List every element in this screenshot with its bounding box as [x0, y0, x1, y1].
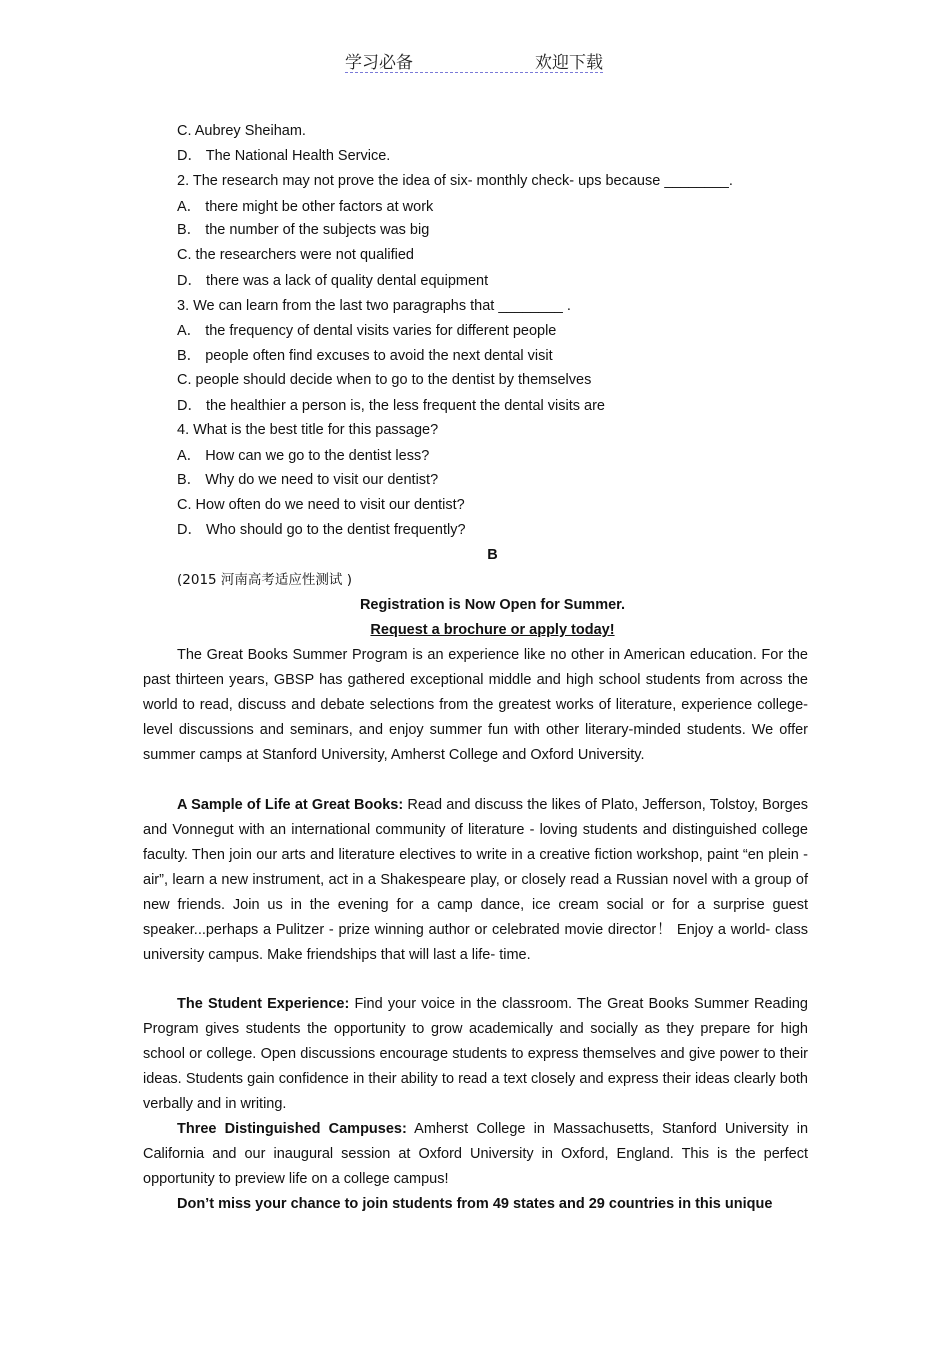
- question-line: B． people often find excuses to avoid the next dental visit: [177, 348, 553, 364]
- student-lead: The Student Experience:: [177, 996, 350, 1012]
- closing-text: Don’t miss your chance to join students from 49 states and 29 countries in this unique: [177, 1196, 773, 1212]
- section-source: (2015 河南高考适应性测试 ): [177, 572, 352, 588]
- question-line: D． the healthier a person is, the less frequent the dental visits are: [177, 398, 605, 414]
- intro-text: The Great Books Summer Program is an experience like no other in American education. For the past thirteen years, GBSP has gathered exceptional middle and high school students from across the world to read, discuss and debate selections from the greatest works of literature, experience college- level discussions and seminars, and enjoy summer fun with other literary-minded students. We offer summer camps at Stanford University, Amherst College and Oxford University.: [143, 647, 808, 763]
- sample-lead: A Sample of Life at Great Books:: [177, 797, 404, 813]
- question-line: D． The National Health Service.: [177, 148, 391, 164]
- section-letter: B: [487, 547, 498, 563]
- campus-paragraph: [143, 1117, 808, 1192]
- ad-title: Registration is Now Open for Summer.: [359, 597, 626, 613]
- student-text: Find your voice in the classroom. The Great Books Summer Reading Program gives students the opportunity to grow academically and socially as they prepare for high school or college. Open discussions encourage students to express themselves and give power to their ideas. Students gain confidence in their ability to read a text closely and express their ideas clearly both verbally and in writing.: [143, 996, 808, 1112]
- question-line: B． the number of the subjects was big: [177, 222, 430, 238]
- question-line: B． Why do we need to visit our dentist?: [177, 472, 439, 488]
- question-line: C. people should decide when to go to the dentist by themselves: [177, 372, 592, 388]
- question-line: D． Who should go to the dentist frequently?: [177, 522, 466, 538]
- ad-subtitle: Request a brochure or apply today!: [370, 622, 615, 638]
- campus-lead: Three Distinguished Campuses:: [177, 1121, 407, 1137]
- question-line: A． there might be other factors at work: [177, 199, 434, 215]
- closing-paragraph: [143, 1192, 808, 1217]
- sample-text: Read and discuss the likes of Plato, Jefferson, Tolstoy, Borges and Vonnegut with an international community of literature - loving students and distinguished college faculty. Then join our arts and literature electives to write in a creative fiction workshop, paint “en plein - air”, learn a new instrument, act in a Shakespeare play, or closely read a Russian novel with a group of new friends. Join us in the evening for a camp dance, ice cream social or for a surprise guest speaker...perhaps a Pulitzer - prize winning author or celebrated movie director！ Enjoy a world- class university campus. Make friendships that will last a life- time.: [143, 797, 809, 963]
- question-line: C. How often do we need to visit our dentist?: [177, 497, 465, 513]
- question-line: C. Aubrey Sheiham.: [177, 123, 306, 139]
- question-line: 2. The research may not prove the idea of six- monthly check- ups because ________.: [177, 173, 733, 189]
- question-line: A． the frequency of dental visits varies for different people: [177, 323, 557, 339]
- question-line: C. the researchers were not qualified: [177, 247, 414, 263]
- campus-text: Amherst College in Massachusetts, Stanford University in California and our inaugural session at Oxford University in Oxford, England. This is the perfect opportunity to preview life on a college campus!: [143, 1121, 809, 1187]
- question-line: A． How can we go to the dentist less?: [177, 448, 430, 464]
- header-right-text: 欢迎下载: [535, 53, 603, 73]
- question-line: 4. What is the best title for this passage?: [177, 422, 439, 438]
- question-line: D． there was a lack of quality dental equipment: [177, 273, 489, 289]
- question-line: 3. We can learn from the last two paragraphs that ________ .: [177, 298, 571, 314]
- intro-paragraph: [143, 643, 808, 768]
- sample-paragraph: [143, 793, 808, 968]
- header-left-text: 学习必备: [345, 53, 413, 73]
- student-paragraph: [143, 992, 808, 1117]
- page-header: [345, 46, 603, 73]
